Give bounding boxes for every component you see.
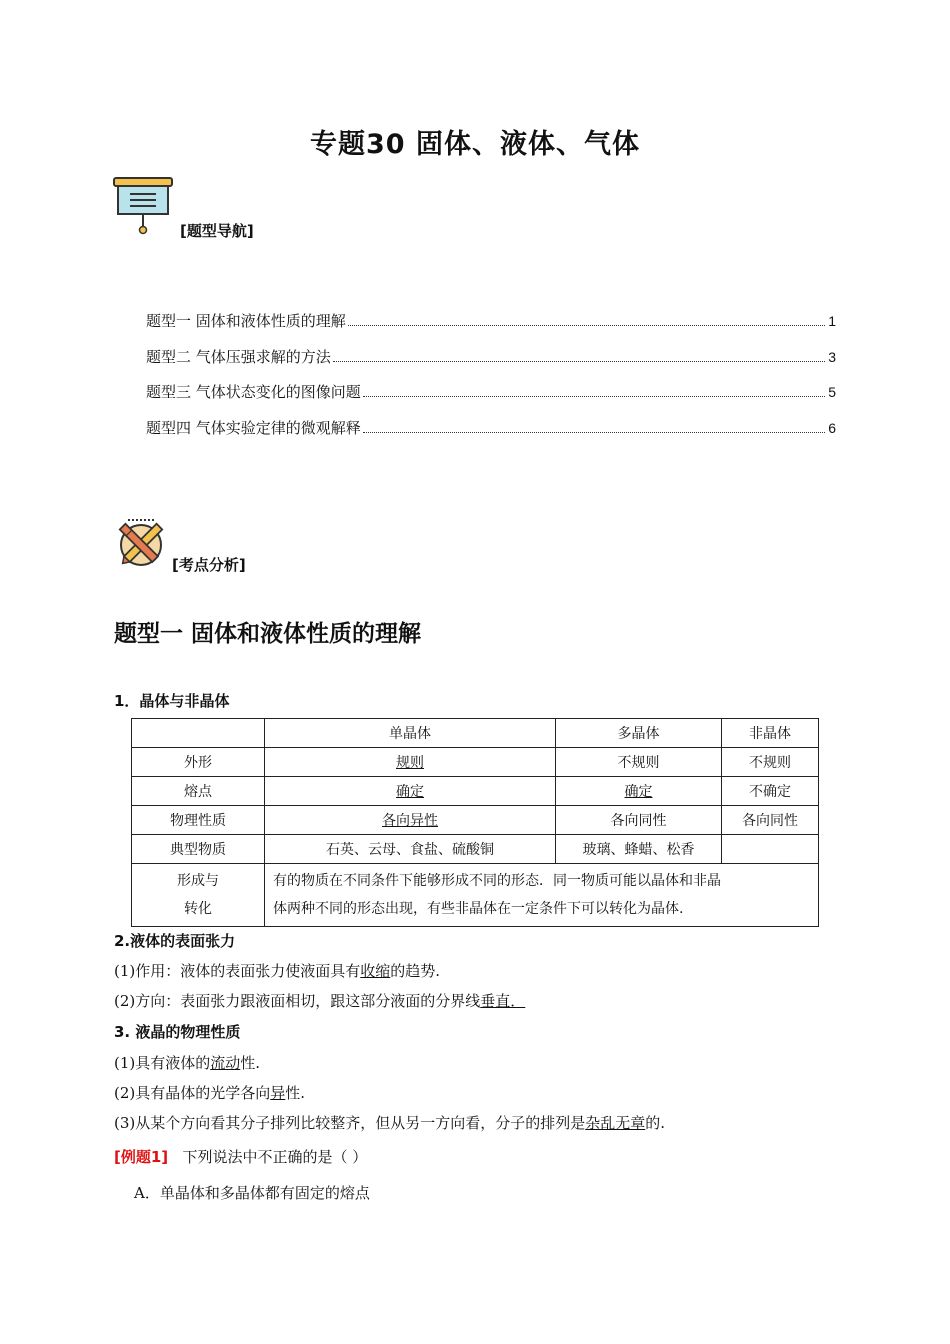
- toc-leader-dots: [333, 361, 825, 362]
- text: (1)具有液体的: [114, 1054, 211, 1072]
- table-of-contents: [146, 310, 836, 452]
- underlined-text: 杂乱无章: [585, 1114, 646, 1132]
- table-cell: [265, 777, 556, 806]
- merged-cell-line: 体两种不同的形态出现，有些非晶体在一定条件下可以转化为晶体.: [273, 901, 684, 917]
- underlined-text: 流动: [210, 1054, 241, 1072]
- table-cell: [265, 806, 556, 835]
- underlined-text: 确定: [396, 784, 424, 800]
- toc-leader-dots: [348, 325, 825, 326]
- table-cell: 熔点: [132, 777, 265, 806]
- table-row: [132, 864, 819, 927]
- table-cell: 各向同性: [556, 806, 722, 835]
- page-title: 专题30 固体、液体、气体: [310, 129, 640, 160]
- table-cell: 物理性质: [132, 806, 265, 835]
- text: (2)方向：表面张力跟液面相切，跟这部分液面的分界线: [114, 992, 481, 1010]
- table-cell: [556, 777, 722, 806]
- toc-item-text: 题型三 气体状态变化的图像问题: [146, 383, 361, 401]
- item3-line2: [114, 1082, 305, 1103]
- text: (2)具有晶体的光学各向: [114, 1084, 271, 1102]
- table-cell: [265, 748, 556, 777]
- table-cell: 典型物质: [132, 835, 265, 864]
- toc-item-page: 1: [828, 313, 836, 329]
- option-a[interactable]: A．单晶体和多晶体都有固定的熔点: [134, 1184, 370, 1202]
- table-header-row: [132, 719, 819, 748]
- example-text: 下列说法中不正确的是（ ）: [182, 1148, 368, 1166]
- item1-title: 1．晶体与非晶体: [114, 692, 230, 710]
- table-cell: [722, 835, 819, 864]
- toc-item-text: 题型一 固体和液体性质的理解: [146, 312, 346, 330]
- table-cell-merged: [265, 864, 819, 927]
- underlined-text: 垂直．: [480, 992, 526, 1010]
- pencil-ruler-icon: [114, 516, 168, 570]
- table-cell: 石英、云母、食盐、硫酸铜: [265, 835, 556, 864]
- table-cell: 不确定: [722, 777, 819, 806]
- merged-cell-line: 有的物质在不同条件下能够形成不同的形态．同一物质可能以晶体和非晶: [273, 873, 721, 889]
- table-header-cell: 非晶体: [722, 719, 819, 748]
- underlined-text: 收缩: [360, 962, 391, 980]
- table-header-cell: [132, 719, 265, 748]
- toc-item-page: 5: [828, 384, 836, 400]
- text: (3)从某个方向看其分子排列比较整齐，但从另一方向看，分子的排列是: [114, 1114, 586, 1132]
- table-cell: [132, 864, 265, 927]
- table-header-cell: 多晶体: [556, 719, 722, 748]
- toc-leader-dots: [363, 432, 825, 433]
- table-cell: 外形: [132, 748, 265, 777]
- item2-line1: [114, 960, 440, 981]
- row-label-line: 形成与: [177, 873, 219, 889]
- table-row: [132, 777, 819, 806]
- section-heading: 题型一 固体和液体性质的理解: [114, 621, 422, 647]
- underlined-text: 异: [270, 1084, 286, 1102]
- table-cell: 玻璃、蜂蜡、松香: [556, 835, 722, 864]
- item3-line1: [114, 1052, 260, 1073]
- toc-leader-dots: [363, 396, 825, 397]
- toc-item-page: 3: [828, 348, 836, 365]
- toc-item[interactable]: [146, 381, 836, 417]
- toc-item-text: 题型二 气体压强求解的方法: [146, 347, 331, 366]
- item3-title: 3. 液晶的物理性质: [114, 1023, 241, 1041]
- underlined-text: 规则: [396, 755, 424, 771]
- item2-title: 2.液体的表面张力: [114, 932, 236, 950]
- table-row: [132, 835, 819, 864]
- row-label-line: 转化: [184, 901, 212, 917]
- toc-item[interactable]: [146, 417, 836, 453]
- toc-item-page: 6: [828, 419, 836, 436]
- toc-item[interactable]: [146, 346, 836, 382]
- table-cell: 不规则: [556, 748, 722, 777]
- item2-line2: [114, 990, 525, 1011]
- table-row: [132, 806, 819, 835]
- example-question: [114, 1146, 367, 1167]
- text: 性.: [240, 1054, 261, 1072]
- example-tag: [例题1]: [114, 1148, 169, 1166]
- text: 的趋势.: [390, 962, 441, 980]
- text: (1)作用：液体的表面张力使液面具有: [114, 962, 361, 980]
- toc-item-text: 题型四 气体实验定律的微观解释: [146, 418, 361, 437]
- nav-label: [题型导航]: [180, 222, 254, 240]
- item3-line3: [114, 1112, 665, 1133]
- analysis-label: [考点分析]: [172, 556, 246, 574]
- crystal-comparison-table: [131, 718, 819, 927]
- underlined-text: 确定: [624, 784, 653, 800]
- text: 性.: [285, 1084, 306, 1102]
- table-row: [132, 748, 819, 777]
- table-header-cell: 单晶体: [265, 719, 556, 748]
- text: 的.: [645, 1114, 666, 1132]
- underlined-text: 各向异性: [382, 813, 438, 829]
- toc-item[interactable]: [146, 310, 836, 346]
- table-cell: 各向同性: [722, 806, 819, 835]
- presentation-board-icon: [112, 176, 176, 236]
- table-cell: 不规则: [722, 748, 819, 777]
